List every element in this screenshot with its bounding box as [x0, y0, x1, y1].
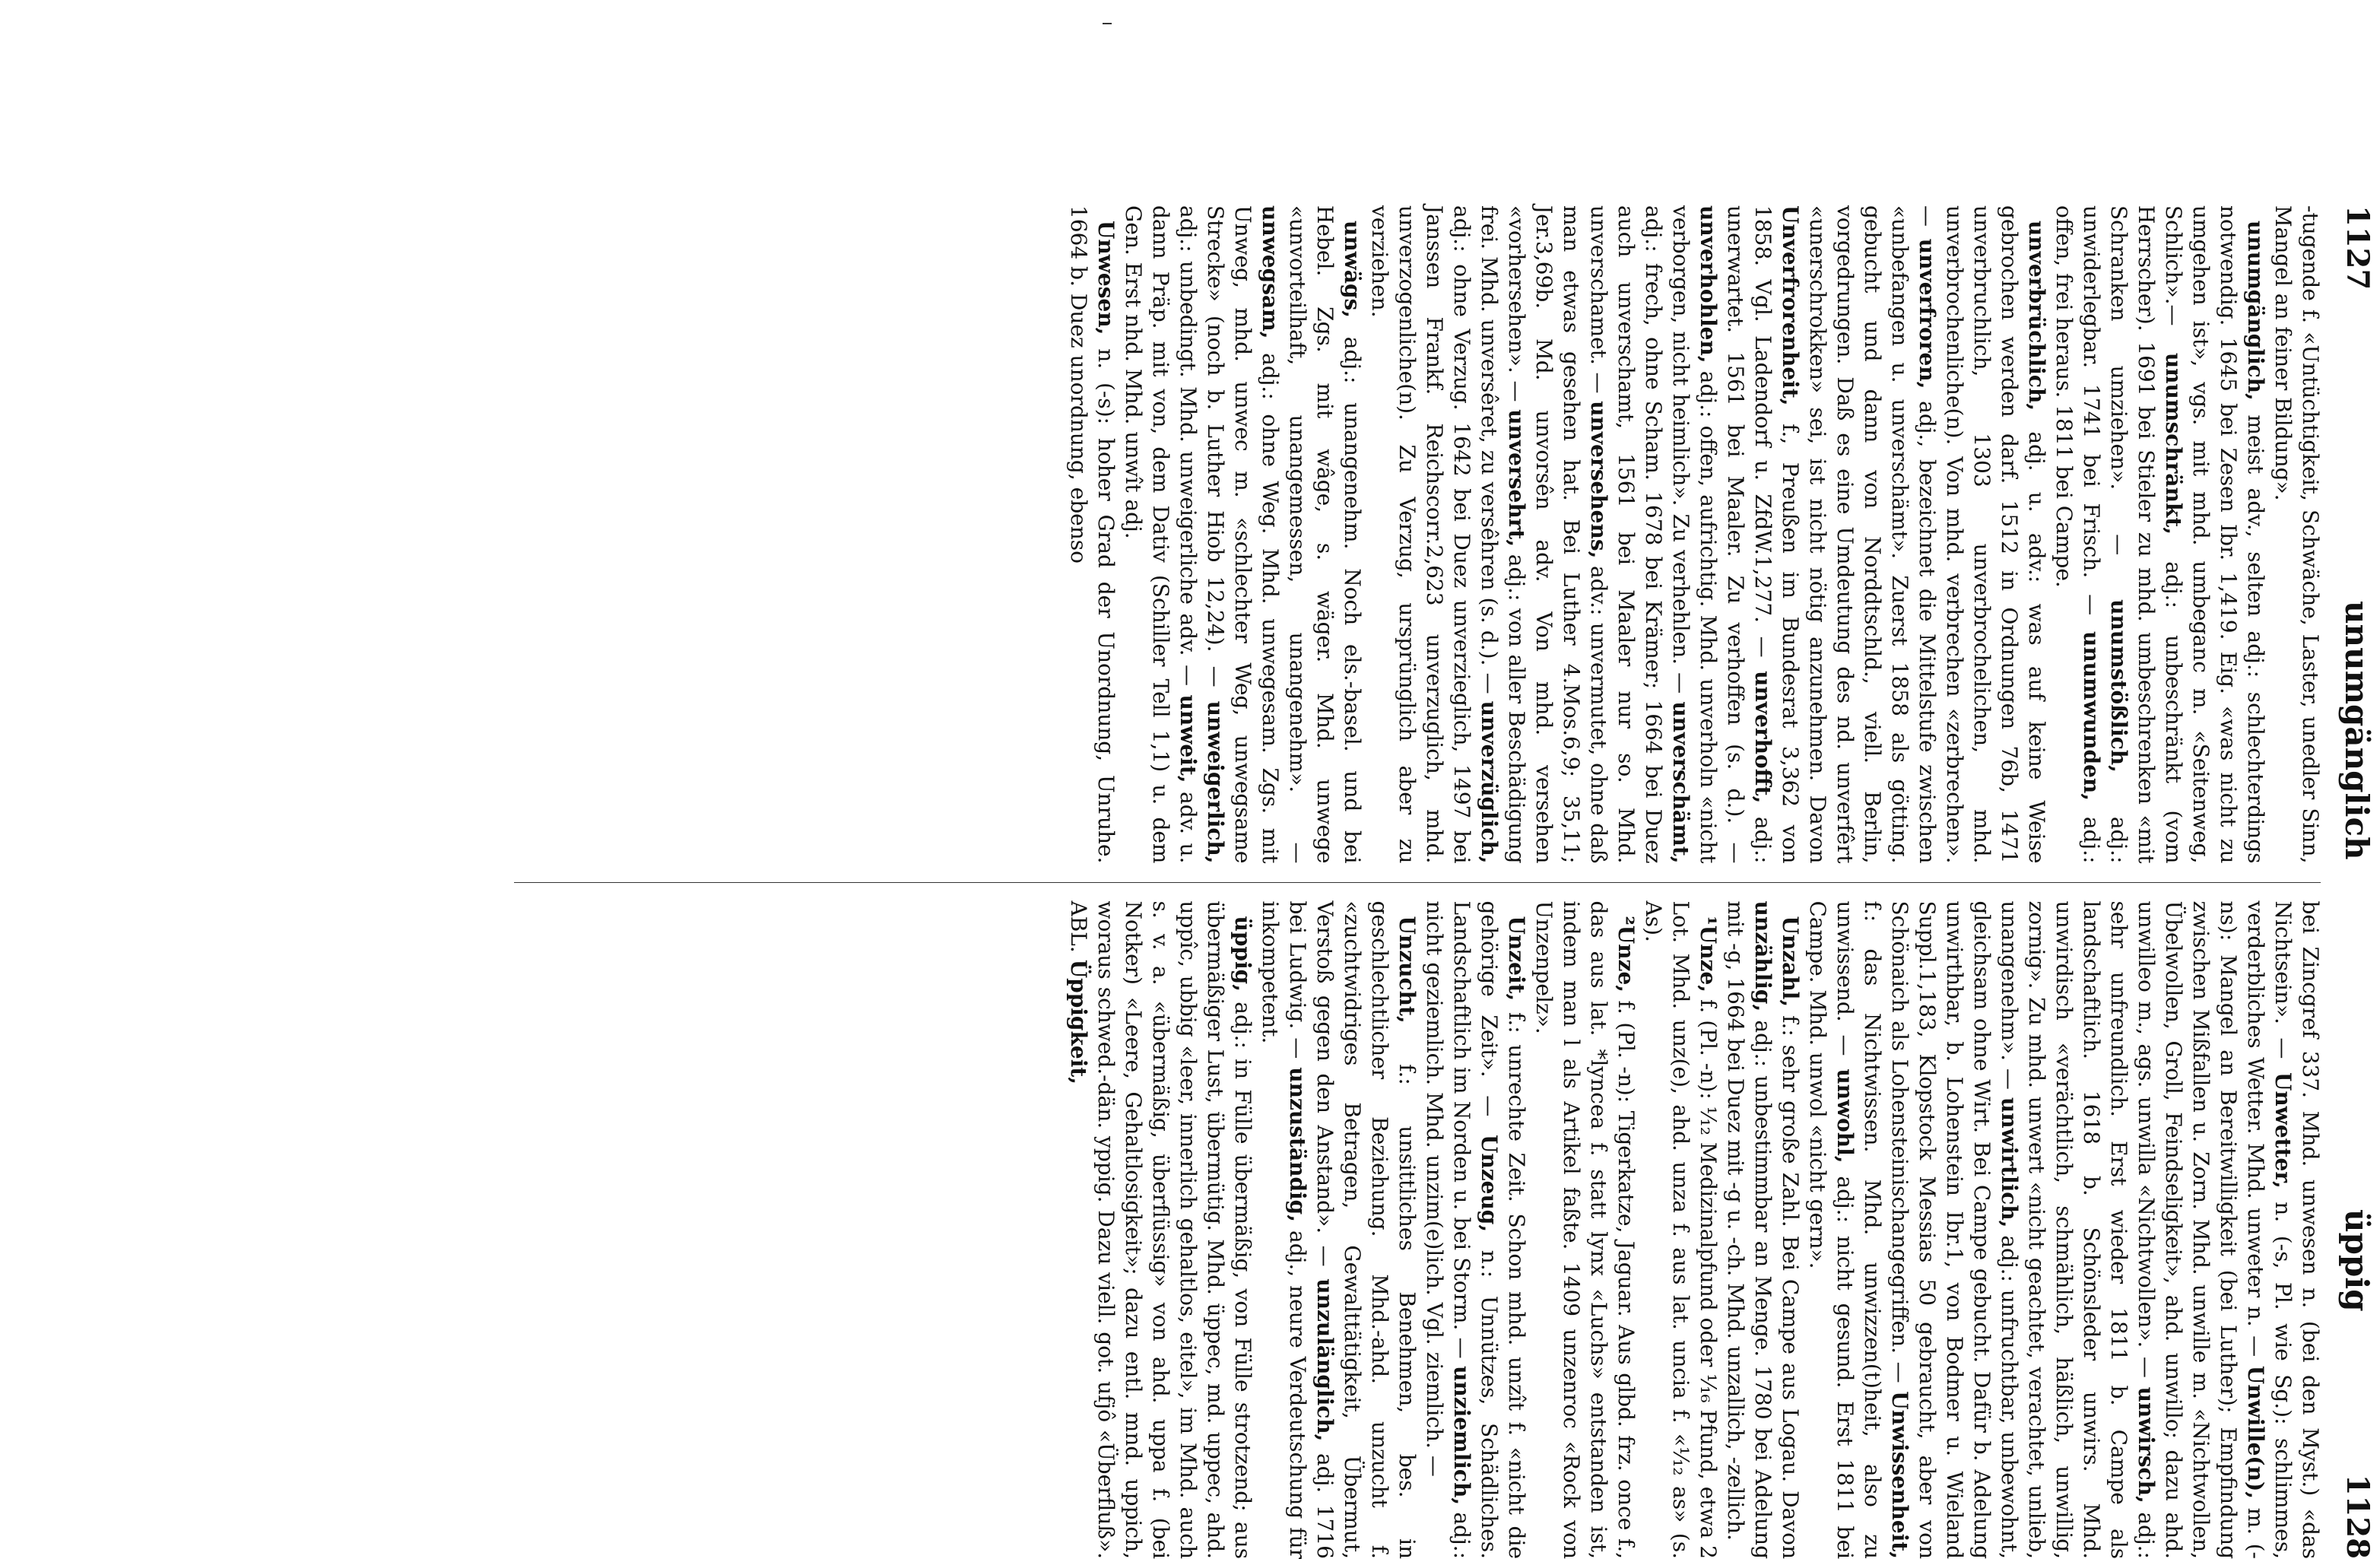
entry-text: n. (-s, Pl. wie Sg.): schlimmes, verderbliches Wetter. Mhd. unweter n. —: [2243, 901, 2296, 1559]
entry-text: adj.: unwiderlegbar. 1741 bei Frisch. —: [2079, 205, 2131, 864]
headword: Üppigkeit,: [1066, 960, 1091, 1084]
headword: unverhofft,: [1750, 671, 1775, 803]
entry-text: adj.: unfruchtbar, unbewohnt, gleichsam ohne Wirt. Bei Campe gebucht. Dafür b. Adelung unwirthbar, b. Lohenstein Ibr.1, von Bodmer u. Wieland Suppl.1,183, Klopstock Messias 50 gebraucht, aber von Schönaich als Lohensteinischangegriffen. —: [1887, 901, 2022, 1559]
text-columns: [514, 205, 2324, 1559]
entry-text: adj.: nicht geziemlich. Mhd. unzim(e)lich. Vgl. ziemlich. —: [1422, 901, 1474, 1559]
headword: unversehrt,: [1504, 409, 1529, 547]
entry-text: adj.: unbedingt. Mhd. unweigerliche adv. —: [1176, 205, 1201, 686]
headword: Unwille(n),: [2243, 1366, 2268, 1499]
entry-paragraph: [1065, 205, 1119, 864]
headword: unumgänglich,: [2243, 221, 2268, 401]
entry-text: adj. u. adv.: was auf keine Weise gebrochen werden darf. 1512 in Ordnungen 76b, 1471 unverbruchlich, 1303 unverbrochelichen, mhd. unverbrochenliche(n). Von mhd. verbrechen «zerbrechen». —: [1915, 205, 2049, 864]
entry-text: adj.: ohne Verzug. 1642 bei Duez unverzieglich, 1497 bei Janssen Frankf. Reichscorr.2,623 unverzuglich, mhd. unverzogenliche(n). Zu Verzug, ursprünglich aber zu verziehen.: [1367, 205, 1474, 864]
entry-text: adj.: offen, frei heraus. 1811 bei Campe.: [2052, 205, 2104, 864]
headword: unversehens,: [1586, 401, 1611, 558]
entry-text: adj.: sehr unfreundlich. Erst wieder 1811 b. Campe als landschaftlich. 1618 b. Schönsleder unwirs. Mhd. unwirdisch «verächtlich, schmählich, häßlich, unwillig, zornig». Zu mhd. unwert «nicht geachtet, verachtet, unlieb, unangenehm». —: [1997, 901, 2159, 1559]
right-page-column: [514, 901, 2324, 1559]
entry-text: adj.: unbestimmbar an Menge. 1780 bei Adelung mit -g, 1664 bei Duez mit -g u. -ch. Mhd. unzallich, -zellich.: [1723, 901, 1775, 1559]
entry-paragraph: [2050, 205, 2269, 864]
entry-text: adj.: nicht gesund. Erst 1811 bei Campe. Mhd. unwol «nicht gern».: [1805, 901, 1858, 1559]
headword: unumstößlich,: [2106, 599, 2131, 773]
entry-paragraph: [1119, 205, 1366, 864]
headword: unzuständig,: [1285, 1067, 1310, 1222]
headword: Unverfrorenheit,: [1778, 205, 1803, 406]
entry-text: m. (-ns): Mangel an Bereitwilligkeit (bei Luther); Empfindung zwischen Mißfallen u. Zorn. Mhd. unwille m. «Nichtwollen, Übelwollen, Groll, Feindseligkeit», ahd. unwillo; dazu ahd. unwilleo m., ags. unwilla «Nichtwollen». —: [2134, 901, 2268, 1559]
entry-paragraph: [1256, 901, 1420, 1559]
entry-text: -tugende f. «Untüchtigkeit, Schwäche, Laster, unedler Sinn, Mangel an feiner Bildung».: [2271, 205, 2323, 864]
entry-text: f.: das Nichtwissen. Mhd. unwizzen(t)heit, also zu unwissend. —: [1833, 901, 1885, 1559]
entry-text: adv.: unvermutet, ohne daß man etwas gesehen hat. Bei Luther 4.Mos.6,9; 35,11; Jer.3,69b. Md. unvorsên adv. Von mhd. versehen «vorhersehen». —: [1504, 205, 1611, 864]
headword: unverfroren,: [1915, 239, 1940, 389]
headword: unzulänglich,: [1312, 1278, 1338, 1441]
headword: unzählig,: [1750, 901, 1775, 1012]
right-page-number: 1128: [2340, 1475, 2375, 1559]
entry-text: f.: unsittliches Benehmen, bes. in geschlechtlicher Beziehung. Mhd.-ahd. unzucht f. «zuchtwidriges Betragen, Gewalttätigkeit, Übermut, Verstoß gegen den Anstand». —: [1312, 901, 1420, 1559]
headword: unwirsch,: [2134, 1387, 2159, 1503]
entry-text: adj.: offen, aufrichtig. Mhd. unverholn «nicht verborgen, nicht heimlich». Zu verhehlen. —: [1668, 205, 1721, 864]
headword: Unzucht,: [1395, 916, 1420, 1024]
headword: unverbrüchlich,: [2024, 221, 2049, 411]
entry-text: adv. u. dann Präp. mit von, dem Dativ (Schiller Tell 1,1) u. dem Gen. Erst nhd. Mhd. unwît adj.: [1121, 205, 1201, 864]
entry-paragraph: [1804, 901, 2324, 1559]
headword: unwegsam,: [1258, 205, 1283, 339]
entry-text: n.: Unnützes, Schädliches. Landschaftlich im Norden u. bei Storm. —: [1449, 901, 1502, 1559]
running-header: [2331, 205, 2380, 1559]
entry-text: f. (Pl. -n): Tigerkatze, Jaguar. Aus glbd. frz. once f., das aus lat. *lyncea f. statt lynx «Luchs» entstanden ist, indem man l als Artikel faßte. 1409 unzenroc «Rock von Unzenpelz».: [1531, 901, 1639, 1559]
left-page-column: [514, 205, 2324, 864]
entry-paragraph: [1065, 901, 1256, 1559]
entry-text: adj.: ohne Weg. Mhd. unwegesam. Zgs. mit Unweg, mhd. unwec m. «schlechter Weg, unwegsame Strecke» (noch b. Luther Hiob 12,24). —: [1203, 205, 1283, 864]
left-page-number: 1127: [2340, 205, 2375, 290]
entry-paragraph: [1722, 901, 1804, 1559]
headword: ²Unze,: [1614, 916, 1639, 993]
entry-text: f.: unrechte Zeit. Schon mhd. unzît f. «nicht die gehörige Zeit». —: [1477, 901, 1529, 1559]
headword: Unzahl,: [1778, 916, 1803, 1008]
entry-paragraph: unverbrüchlich, adj. u. adv.: was auf keine Weise gebrochen werden darf. 1512 in Ordnungen 76b, 1471 unverbruchlich, 1303 unverbrochelichen, mhd. unverbrochenliche(n). Von mhd. verbrechen «zerbrechen». — unverfroren, adj., bezeichnet die Mittelstufe zwischen «unbefangen u. unverschämt». Zuerst 1858 als götting. gebucht und dann von Norddtschld., viell. Berlin, vorgedrungen. Daß es eine Umdeutung des nd. unverfêrt «unerschrokken» sei, ist nicht nötig anzunehmen. Davon Unverfrorenheit, f., Preußen im Bundesrat 3,362 von 1858. Vgl. Ladendorf u. ZfdW.1,277. — unverhofft, adj.: unerwartet. 1561 bei Maaler. Zu verhoffen (s. d.). — unverhohlen, adj.: offen, aufrichtig. Mhd. unverholn «nicht verborgen, nicht heimlich». Zu verhehlen. — unverschämt, adj.: frech, ohne Scham. 1678 bei Krämer; 1664 bei Duez auch unverschamt, 1561 bei Maaler nur so. Mhd. unverschamet. — unversehens, adv.: unvermutet, ohne daß man etwas gesehen hat. Bei Luther 4.Mos.6,9; 35,11; Jer.3,69b. Md. unvorsên adv. Von mhd. versehen «vorhersehen». — unversehrt, adj.: von aller Beschädigung frei. Mhd. unversêret, zu versêhren (s. d.). — unverzüglich, adj.: ohne Verzug. 1642 bei Duez unverzieglich, 1497 bei Janssen Frankf. Reichscorr.2,623 unverzuglich, mhd. unverzogenliche(n). Zu Verzug, ursprünglich aber zu verziehen.: [1366, 205, 2050, 864]
entry-text: adj.: frech, ohne Scham. 1678 bei Krämer; 1664 bei Duez auch unverschamt, 1561 bei Maaler nur so. Mhd. unverschamet. —: [1586, 205, 1666, 864]
entry-text: f. (Pl. -n): ¹⁄₁₂ Medizinalpfund oder ¹⁄₁₆ Pfund, etwa 2 Lot. Mhd. unz(e), ahd. unza f. aus lat. uncia f. «¹⁄₁₂ as» (s. As).: [1641, 901, 1721, 1559]
headword: unweit,: [1176, 695, 1201, 783]
headword: unziemlich,: [1449, 1366, 1474, 1505]
headword: üppig,: [1230, 916, 1255, 992]
scan-artifact: [1103, 23, 1112, 24]
entry-text: n. (-s): hoher Grad der Unordnung, Unruhe. 1664 b. Duez unordnung, ebenso: [1066, 205, 1119, 864]
headword: unverschämt,: [1668, 701, 1693, 863]
headword: Unwetter,: [2271, 1072, 2296, 1189]
headword: Unwissenheit,: [1887, 1391, 1912, 1559]
entry-text: adj.: von aller Beschädigung frei. Mhd. unversêret, zu versêhren (s. d.). —: [1477, 205, 1529, 864]
headword: unumschränkt,: [2161, 353, 2186, 535]
entry-text: adj., bezeichnet die Mittelstufe zwischen «unbefangen u. unverschämt». Zuerst 1858 als götting. gebucht und dann von Norddtschld., viell. Berlin, vorgedrungen. Daß es eine Umdeutung des nd. unverfêrt «unerschrokken» sei, ist nicht nötig anzunehmen. Davon: [1805, 205, 1940, 864]
headword: unverhohlen,: [1696, 205, 1721, 364]
entry-paragraph: [1639, 901, 1722, 1559]
entry-text: f., Preußen im Bundesrat 3,362 von 1858. Vgl. Ladendorf u. ZfdW.1,277.: [1750, 205, 1803, 864]
headword: unwirtlich,: [1997, 1097, 2022, 1228]
left-guide-word: unumgänglich: [2338, 601, 2375, 860]
headword: ¹Unze,: [1696, 916, 1721, 993]
entry-text: adj.: unerwartet. 1561 bei Maaler. Zu verhoffen (s. d.). —: [1723, 205, 1775, 864]
entry-text: meist adv., selten adj.: schlechterdings notwendig. 1645 bei Zesen Ibr. 1,419. Eig. «was nicht zu umgehen ist», vgs. mit mhd. umbeganc m. «Seitenweg, Schlich».—: [2161, 205, 2268, 864]
entry-text: adj.: unbeschränkt (vom Herrscher). 1691 bei Stieler zu mhd. umbeschrenken «mit Schranken umziehen». —: [2106, 205, 2186, 864]
headword: Unzeit,: [1504, 916, 1529, 1002]
entry-text: adj.: in Fülle übermäßig, von Fülle strotzend; aus übermäßiger Lust, übermütig. Mhd. üppec, md. uppec, ahd. uppîc, ubbig «leer, innerlich gehaltlos, eitel», im Mhd. auch s. v. a. «übermäßig, überflüssig» von ahd. uppa f. (bei Notker) «Leere, Gehaltlosigkeit»; dazu entl. mnd. uppich, woraus schwed.-dän. yppig. Dazu viell. got. ufjô «Überfluß». ABL.: [1066, 901, 1255, 1559]
dictionary-spread: [509, 205, 2380, 1559]
entry-paragraph: [2269, 205, 2324, 864]
headword: unumwunden,: [2079, 631, 2104, 801]
headword: unwägs,: [1340, 221, 1365, 318]
entry-text: adj. 1716 bei Ludwig. —: [1285, 901, 1338, 1559]
entry-text: bei Zincgref 337. Mhd. unwesen n. (bei den Myst.) «das Nichtsein». —: [2271, 901, 2323, 1559]
headword: unwohl,: [1833, 1068, 1858, 1163]
entry-text: f.: sehr große Zahl. Bei Campe aus Logau. Davon: [1778, 1007, 1803, 1559]
entry-text: adj., neure Verdeutschung für inkompetent.: [1258, 901, 1310, 1559]
entry-text: adj.: unangenehm. Noch els.-basel. und bei Hebel. Zgs. mit wâge, s. wäger. Mhd. unwege «unvorteilhaft, unangemessen, unangenehm». —: [1285, 205, 1365, 864]
headword: unweigerlich,: [1203, 701, 1228, 864]
right-guide-word: üppig: [2338, 1209, 2375, 1312]
entry-paragraph: [1530, 901, 1639, 1559]
column-divider: [514, 882, 2321, 883]
headword: Unzeug,: [1477, 1135, 1502, 1232]
entry-paragraph: [1420, 901, 1530, 1559]
headword: unverzüglich,: [1477, 701, 1502, 864]
headword: Unwesen,: [1093, 221, 1119, 335]
